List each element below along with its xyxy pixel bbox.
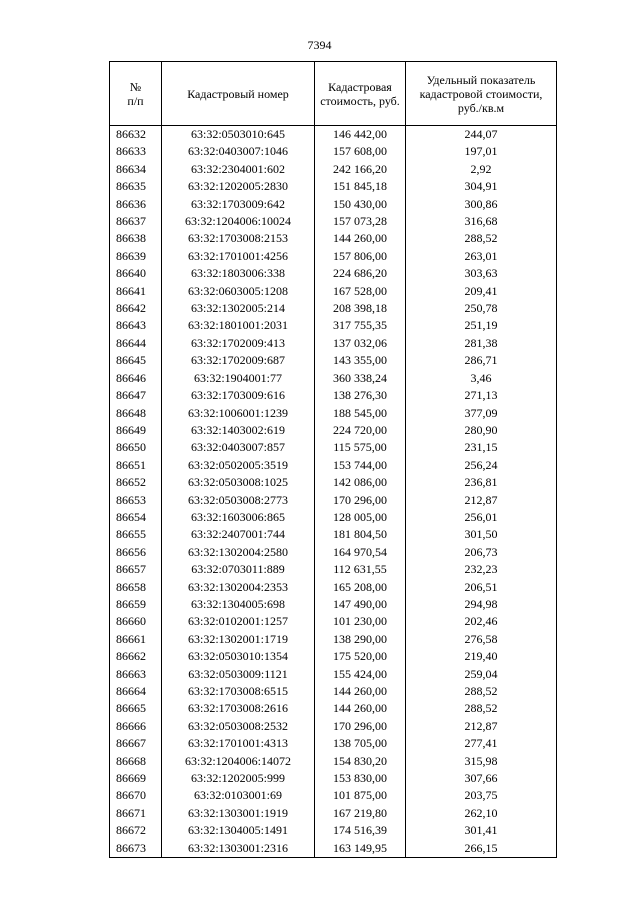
cadastral-number: 63:32:1701001:4256 bbox=[162, 248, 315, 265]
cadastral-value: 224 720,00 bbox=[315, 422, 406, 439]
table-row bbox=[110, 230, 557, 247]
table-row bbox=[110, 822, 557, 839]
cadastral-value: 167 219,80 bbox=[315, 805, 406, 822]
cadastral-number: 63:32:1703008:2153 bbox=[162, 230, 315, 247]
table-row bbox=[110, 544, 557, 561]
cadastral-value: 157 073,28 bbox=[315, 213, 406, 230]
cadastral-number: 63:32:0103001:69 bbox=[162, 787, 315, 804]
cadastral-number: 63:32:0503008:2532 bbox=[162, 718, 315, 735]
header-specific-index: Удельный показатель кадастровой стоимости, руб./кв.м bbox=[406, 62, 557, 126]
cadastral-value: 147 490,00 bbox=[315, 596, 406, 613]
table-row bbox=[110, 787, 557, 804]
specific-index: 3,46 bbox=[406, 370, 557, 387]
specific-index: 2,92 bbox=[406, 161, 557, 178]
row-number: 86671 bbox=[110, 805, 162, 822]
table-row bbox=[110, 753, 557, 770]
header-row bbox=[110, 62, 557, 126]
cadastral-number: 63:32:0603005:1208 bbox=[162, 283, 315, 300]
table-row bbox=[110, 648, 557, 665]
row-number: 86640 bbox=[110, 265, 162, 282]
table-row bbox=[110, 613, 557, 630]
row-number: 86661 bbox=[110, 631, 162, 648]
cadastral-value: 188 545,00 bbox=[315, 405, 406, 422]
cadastral-value: 157 806,00 bbox=[315, 248, 406, 265]
cadastral-value: 101 875,00 bbox=[315, 787, 406, 804]
table-row bbox=[110, 700, 557, 717]
table-row bbox=[110, 579, 557, 596]
cadastral-number: 63:32:0502005:3519 bbox=[162, 457, 315, 474]
cadastral-value: 146 442,00 bbox=[315, 126, 406, 144]
specific-index: 307,66 bbox=[406, 770, 557, 787]
cadastral-number: 63:32:1603006:865 bbox=[162, 509, 315, 526]
cadastral-value: 153 830,00 bbox=[315, 770, 406, 787]
header-cadastral-number: Кадастровый номер bbox=[162, 62, 315, 126]
row-number: 86668 bbox=[110, 753, 162, 770]
specific-index: 206,51 bbox=[406, 579, 557, 596]
table-row bbox=[110, 840, 557, 858]
row-number: 86656 bbox=[110, 544, 162, 561]
cadastral-number: 63:32:1302004:2580 bbox=[162, 544, 315, 561]
row-number: 86642 bbox=[110, 300, 162, 317]
cadastral-table bbox=[109, 61, 557, 858]
row-number: 86644 bbox=[110, 335, 162, 352]
specific-index: 203,75 bbox=[406, 787, 557, 804]
row-number: 86660 bbox=[110, 613, 162, 630]
specific-index: 256,24 bbox=[406, 457, 557, 474]
specific-index: 288,52 bbox=[406, 700, 557, 717]
table-row bbox=[110, 492, 557, 509]
row-number: 86662 bbox=[110, 648, 162, 665]
table-row bbox=[110, 561, 557, 578]
specific-index: 303,63 bbox=[406, 265, 557, 282]
table-row bbox=[110, 126, 557, 144]
cadastral-value: 142 086,00 bbox=[315, 474, 406, 491]
table-row bbox=[110, 335, 557, 352]
cadastral-number: 63:32:1803006:338 bbox=[162, 265, 315, 282]
cadastral-value: 208 398,18 bbox=[315, 300, 406, 317]
specific-index: 316,68 bbox=[406, 213, 557, 230]
cadastral-value: 138 290,00 bbox=[315, 631, 406, 648]
row-number: 86632 bbox=[110, 126, 162, 144]
cadastral-number: 63:32:1304005:698 bbox=[162, 596, 315, 613]
row-number: 86657 bbox=[110, 561, 162, 578]
cadastral-value: 175 520,00 bbox=[315, 648, 406, 665]
table-row bbox=[110, 161, 557, 178]
cadastral-number: 63:32:1703009:616 bbox=[162, 387, 315, 404]
cadastral-value: 224 686,20 bbox=[315, 265, 406, 282]
row-number: 86650 bbox=[110, 439, 162, 456]
cadastral-number: 63:32:1302004:2353 bbox=[162, 579, 315, 596]
table-row bbox=[110, 405, 557, 422]
row-number: 86643 bbox=[110, 317, 162, 334]
cadastral-number: 63:32:1303001:1919 bbox=[162, 805, 315, 822]
cadastral-value: 144 260,00 bbox=[315, 230, 406, 247]
specific-index: 294,98 bbox=[406, 596, 557, 613]
specific-index: 304,91 bbox=[406, 178, 557, 195]
cadastral-value: 128 005,00 bbox=[315, 509, 406, 526]
cadastral-number: 63:32:0503010:1354 bbox=[162, 648, 315, 665]
cadastral-number: 63:32:1204006:14072 bbox=[162, 753, 315, 770]
table-row bbox=[110, 352, 557, 369]
row-number: 86635 bbox=[110, 178, 162, 195]
cadastral-value: 155 424,00 bbox=[315, 666, 406, 683]
table-row bbox=[110, 248, 557, 265]
cadastral-number: 63:32:0102001:1257 bbox=[162, 613, 315, 630]
row-number: 86659 bbox=[110, 596, 162, 613]
specific-index: 250,78 bbox=[406, 300, 557, 317]
specific-index: 266,15 bbox=[406, 840, 557, 858]
row-number: 86653 bbox=[110, 492, 162, 509]
cadastral-value: 157 608,00 bbox=[315, 143, 406, 160]
cadastral-value: 115 575,00 bbox=[315, 439, 406, 456]
table-row bbox=[110, 143, 557, 160]
row-number: 86658 bbox=[110, 579, 162, 596]
table-row bbox=[110, 770, 557, 787]
row-number: 86636 bbox=[110, 196, 162, 213]
cadastral-value: 360 338,24 bbox=[315, 370, 406, 387]
row-number: 86641 bbox=[110, 283, 162, 300]
table-row bbox=[110, 300, 557, 317]
row-number: 86649 bbox=[110, 422, 162, 439]
cadastral-number: 63:32:2304001:602 bbox=[162, 161, 315, 178]
cadastral-number: 63:32:1703008:2616 bbox=[162, 700, 315, 717]
specific-index: 315,98 bbox=[406, 753, 557, 770]
specific-index: 206,73 bbox=[406, 544, 557, 561]
cadastral-value: 144 260,00 bbox=[315, 700, 406, 717]
specific-index: 301,41 bbox=[406, 822, 557, 839]
table-row bbox=[110, 196, 557, 213]
cadastral-number: 63:32:1304005:1491 bbox=[162, 822, 315, 839]
specific-index: 300,86 bbox=[406, 196, 557, 213]
cadastral-number: 63:32:1904001:77 bbox=[162, 370, 315, 387]
cadastral-value: 101 230,00 bbox=[315, 613, 406, 630]
row-number: 86664 bbox=[110, 683, 162, 700]
cadastral-number: 63:32:1403002:619 bbox=[162, 422, 315, 439]
specific-index: 262,10 bbox=[406, 805, 557, 822]
cadastral-value: 153 744,00 bbox=[315, 457, 406, 474]
specific-index: 377,09 bbox=[406, 405, 557, 422]
page-number: 7394 bbox=[307, 38, 332, 52]
row-number: 86646 bbox=[110, 370, 162, 387]
cadastral-value: 151 845,18 bbox=[315, 178, 406, 195]
cadastral-number: 63:32:1006001:1239 bbox=[162, 405, 315, 422]
specific-index: 288,52 bbox=[406, 683, 557, 700]
specific-index: 209,41 bbox=[406, 283, 557, 300]
row-number: 86647 bbox=[110, 387, 162, 404]
table-row bbox=[110, 596, 557, 613]
cadastral-value: 112 631,55 bbox=[315, 561, 406, 578]
cadastral-value: 150 430,00 bbox=[315, 196, 406, 213]
header-cadastral-value: Кадастровая стоимость, руб. bbox=[315, 62, 406, 126]
cadastral-number: 63:32:0403007:1046 bbox=[162, 143, 315, 160]
cadastral-value: 154 830,20 bbox=[315, 753, 406, 770]
cadastral-number: 63:32:0503009:1121 bbox=[162, 666, 315, 683]
cadastral-number: 63:32:1204006:10024 bbox=[162, 213, 315, 230]
row-number: 86651 bbox=[110, 457, 162, 474]
specific-index: 231,15 bbox=[406, 439, 557, 456]
cadastral-value: 164 970,54 bbox=[315, 544, 406, 561]
table-row bbox=[110, 474, 557, 491]
specific-index: 277,41 bbox=[406, 735, 557, 752]
table-row bbox=[110, 718, 557, 735]
table-row bbox=[110, 213, 557, 230]
table-row bbox=[110, 666, 557, 683]
specific-index: 212,87 bbox=[406, 492, 557, 509]
cadastral-number: 63:32:2407001:744 bbox=[162, 526, 315, 543]
cadastral-value: 181 804,50 bbox=[315, 526, 406, 543]
specific-index: 236,81 bbox=[406, 474, 557, 491]
cadastral-value: 144 260,00 bbox=[315, 683, 406, 700]
specific-index: 251,19 bbox=[406, 317, 557, 334]
cadastral-number: 63:32:1303001:2316 bbox=[162, 840, 315, 858]
specific-index: 212,87 bbox=[406, 718, 557, 735]
cadastral-value: 137 032,06 bbox=[315, 335, 406, 352]
table-row bbox=[110, 178, 557, 195]
cadastral-value: 138 705,00 bbox=[315, 735, 406, 752]
specific-index: 219,40 bbox=[406, 648, 557, 665]
table-row bbox=[110, 735, 557, 752]
specific-index: 256,01 bbox=[406, 509, 557, 526]
row-number: 86648 bbox=[110, 405, 162, 422]
table-row bbox=[110, 631, 557, 648]
table-header bbox=[110, 62, 557, 126]
cadastral-value: 174 516,39 bbox=[315, 822, 406, 839]
cadastral-number: 63:32:1801001:2031 bbox=[162, 317, 315, 334]
row-number: 86672 bbox=[110, 822, 162, 839]
table-row bbox=[110, 317, 557, 334]
cadastral-number: 63:32:1202005:2830 bbox=[162, 178, 315, 195]
specific-index: 244,07 bbox=[406, 126, 557, 144]
cadastral-number: 63:32:1702009:687 bbox=[162, 352, 315, 369]
cadastral-value: 167 528,00 bbox=[315, 283, 406, 300]
cadastral-number: 63:32:0503008:2773 bbox=[162, 492, 315, 509]
table-row bbox=[110, 265, 557, 282]
cadastral-value: 165 208,00 bbox=[315, 579, 406, 596]
cadastral-number: 63:32:1702009:413 bbox=[162, 335, 315, 352]
row-number: 86655 bbox=[110, 526, 162, 543]
cadastral-number: 63:32:1302001:1719 bbox=[162, 631, 315, 648]
table-row bbox=[110, 439, 557, 456]
cadastral-value: 143 355,00 bbox=[315, 352, 406, 369]
row-number: 86663 bbox=[110, 666, 162, 683]
cadastral-value: 163 149,95 bbox=[315, 840, 406, 858]
specific-index: 263,01 bbox=[406, 248, 557, 265]
row-number: 86669 bbox=[110, 770, 162, 787]
row-number: 86673 bbox=[110, 840, 162, 858]
specific-index: 197,01 bbox=[406, 143, 557, 160]
specific-index: 281,38 bbox=[406, 335, 557, 352]
specific-index: 271,13 bbox=[406, 387, 557, 404]
table-row bbox=[110, 370, 557, 387]
cadastral-value: 242 166,20 bbox=[315, 161, 406, 178]
row-number: 86652 bbox=[110, 474, 162, 491]
cadastral-number: 63:32:1302005:214 bbox=[162, 300, 315, 317]
specific-index: 288,52 bbox=[406, 230, 557, 247]
row-number: 86645 bbox=[110, 352, 162, 369]
table-row bbox=[110, 526, 557, 543]
table-row bbox=[110, 457, 557, 474]
specific-index: 286,71 bbox=[406, 352, 557, 369]
row-number: 86667 bbox=[110, 735, 162, 752]
specific-index: 280,90 bbox=[406, 422, 557, 439]
cadastral-number: 63:32:1202005:999 bbox=[162, 770, 315, 787]
cadastral-number: 63:32:0703011:889 bbox=[162, 561, 315, 578]
table-row bbox=[110, 387, 557, 404]
row-number: 86637 bbox=[110, 213, 162, 230]
cadastral-value: 170 296,00 bbox=[315, 492, 406, 509]
table-row bbox=[110, 422, 557, 439]
row-number: 86639 bbox=[110, 248, 162, 265]
table-row bbox=[110, 805, 557, 822]
cadastral-value: 317 755,35 bbox=[315, 317, 406, 334]
row-number: 86654 bbox=[110, 509, 162, 526]
cadastral-value: 170 296,00 bbox=[315, 718, 406, 735]
cadastral-value: 138 276,30 bbox=[315, 387, 406, 404]
row-number: 86634 bbox=[110, 161, 162, 178]
row-number: 86665 bbox=[110, 700, 162, 717]
row-number: 86638 bbox=[110, 230, 162, 247]
cadastral-number: 63:32:1701001:4313 bbox=[162, 735, 315, 752]
row-number: 86666 bbox=[110, 718, 162, 735]
specific-index: 232,23 bbox=[406, 561, 557, 578]
cadastral-number: 63:32:1703009:642 bbox=[162, 196, 315, 213]
table-body bbox=[110, 126, 557, 858]
row-number: 86633 bbox=[110, 143, 162, 160]
cadastral-number: 63:32:0403007:857 bbox=[162, 439, 315, 456]
specific-index: 276,58 bbox=[406, 631, 557, 648]
table-row bbox=[110, 509, 557, 526]
row-number: 86670 bbox=[110, 787, 162, 804]
specific-index: 202,46 bbox=[406, 613, 557, 630]
cadastral-number: 63:32:0503008:1025 bbox=[162, 474, 315, 491]
table-row bbox=[110, 683, 557, 700]
specific-index: 259,04 bbox=[406, 666, 557, 683]
header-num: № п/п bbox=[110, 62, 162, 126]
cadastral-number: 63:32:0503010:645 bbox=[162, 126, 315, 144]
specific-index: 301,50 bbox=[406, 526, 557, 543]
table-row bbox=[110, 283, 557, 300]
cadastral-number: 63:32:1703008:6515 bbox=[162, 683, 315, 700]
